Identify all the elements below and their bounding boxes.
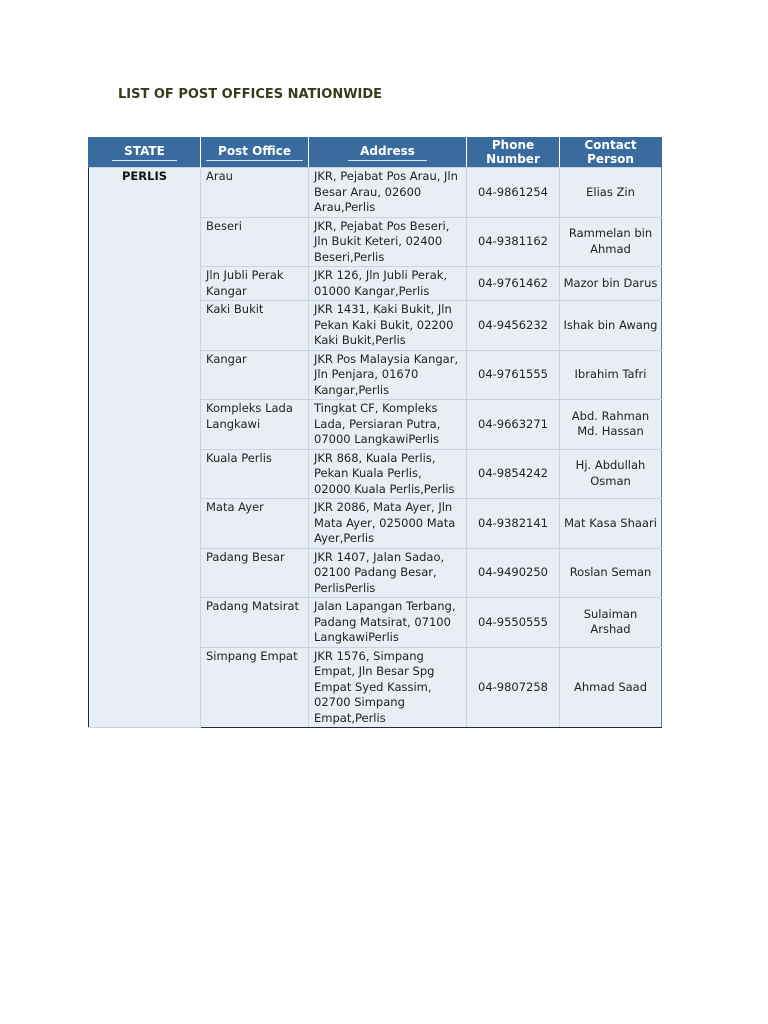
post-office-cell: Padang Matsirat: [201, 598, 309, 648]
post-office-cell: Kaki Bukit: [201, 301, 309, 351]
contact-cell: Ishak bin Awang: [560, 301, 662, 351]
post-office-cell: Mata Ayer: [201, 499, 309, 549]
phone-cell: 04-9854242: [467, 449, 560, 499]
table-body: [89, 168, 662, 728]
header-contact: [560, 137, 662, 168]
post-office-cell: Simpang Empat: [201, 647, 309, 728]
header-state-label: STATE: [112, 144, 177, 161]
address-cell: JKR, Pejabat Pos Beseri, Jln Bukit Keteri, 02400 Beseri,Perlis: [309, 217, 467, 267]
header-post-office: [201, 137, 309, 168]
contact-cell: Sulaiman Arshad: [560, 598, 662, 648]
contact-cell: Ibrahim Tafri: [560, 350, 662, 400]
contact-cell: Mat Kasa Shaari: [560, 499, 662, 549]
address-cell: JKR 868, Kuala Perlis, Pekan Kuala Perlis, 02000 Kuala Perlis,Perlis: [309, 449, 467, 499]
document-title: LIST OF POST OFFICES NATIONWIDE: [118, 87, 383, 102]
address-cell: JKR 2086, Mata Ayer, Jln Mata Ayer, 025000 Mata Ayer,Perlis: [309, 499, 467, 549]
contact-cell: Roslan Seman: [560, 548, 662, 598]
contact-cell: Hj. Abdullah Osman: [560, 449, 662, 499]
post-office-cell: Beseri: [201, 217, 309, 267]
header-contact-label: Contact Person: [584, 138, 637, 166]
header-post-office-label: Post Office: [206, 144, 303, 161]
phone-cell: 04-9861254: [467, 168, 560, 218]
phone-cell: 04-9663271: [467, 400, 560, 450]
post-office-cell: Padang Besar: [201, 548, 309, 598]
header-address: [309, 137, 467, 168]
state-cell: PERLIS: [89, 168, 201, 728]
contact-cell: Mazor bin Darus: [560, 267, 662, 301]
post-office-table: [88, 137, 662, 728]
header-state: [89, 137, 201, 168]
header-phone-label: Phone Number: [486, 138, 540, 166]
contact-cell: Abd. Rahman Md. Hassan: [560, 400, 662, 450]
address-cell: JKR 126, Jln Jubli Perak, 01000 Kangar,Perlis: [309, 267, 467, 301]
address-cell: JKR, Pejabat Pos Arau, Jln Besar Arau, 02600 Arau,Perlis: [309, 168, 467, 218]
phone-cell: 04-9807258: [467, 647, 560, 728]
header-address-label: Address: [348, 144, 427, 161]
table-header-row: [89, 137, 662, 168]
phone-cell: 04-9490250: [467, 548, 560, 598]
table-row: [89, 168, 662, 218]
post-office-cell: Kompleks Lada Langkawi: [201, 400, 309, 450]
address-cell: Tingkat CF, Kompleks Lada, Persiaran Putra, 07000 LangkawiPerlis: [309, 400, 467, 450]
phone-cell: 04-9550555: [467, 598, 560, 648]
phone-cell: 04-9761555: [467, 350, 560, 400]
address-cell: Jalan Lapangan Terbang, Padang Matsirat, 07100 LangkawiPerlis: [309, 598, 467, 648]
contact-cell: Ahmad Saad: [560, 647, 662, 728]
address-cell: JKR Pos Malaysia Kangar, Jln Penjara, 01670 Kangar,Perlis: [309, 350, 467, 400]
phone-cell: 04-9456232: [467, 301, 560, 351]
address-cell: JKR 1431, Kaki Bukit, Jln Pekan Kaki Bukit, 02200 Kaki Bukit,Perlis: [309, 301, 467, 351]
phone-cell: 04-9761462: [467, 267, 560, 301]
contact-cell: Elias Zin: [560, 168, 662, 218]
post-office-cell: Arau: [201, 168, 309, 218]
post-office-cell: Jln Jubli Perak Kangar: [201, 267, 309, 301]
address-cell: JKR 1407, Jalan Sadao, 02100 Padang Besar, PerlisPerlis: [309, 548, 467, 598]
post-office-cell: Kuala Perlis: [201, 449, 309, 499]
phone-cell: 04-9382141: [467, 499, 560, 549]
header-phone: [467, 137, 560, 168]
phone-cell: 04-9381162: [467, 217, 560, 267]
post-office-cell: Kangar: [201, 350, 309, 400]
contact-cell: Rammelan bin Ahmad: [560, 217, 662, 267]
address-cell: JKR 1576, Simpang Empat, Jln Besar Spg Empat Syed Kassim, 02700 Simpang Empat,Perlis: [309, 647, 467, 728]
